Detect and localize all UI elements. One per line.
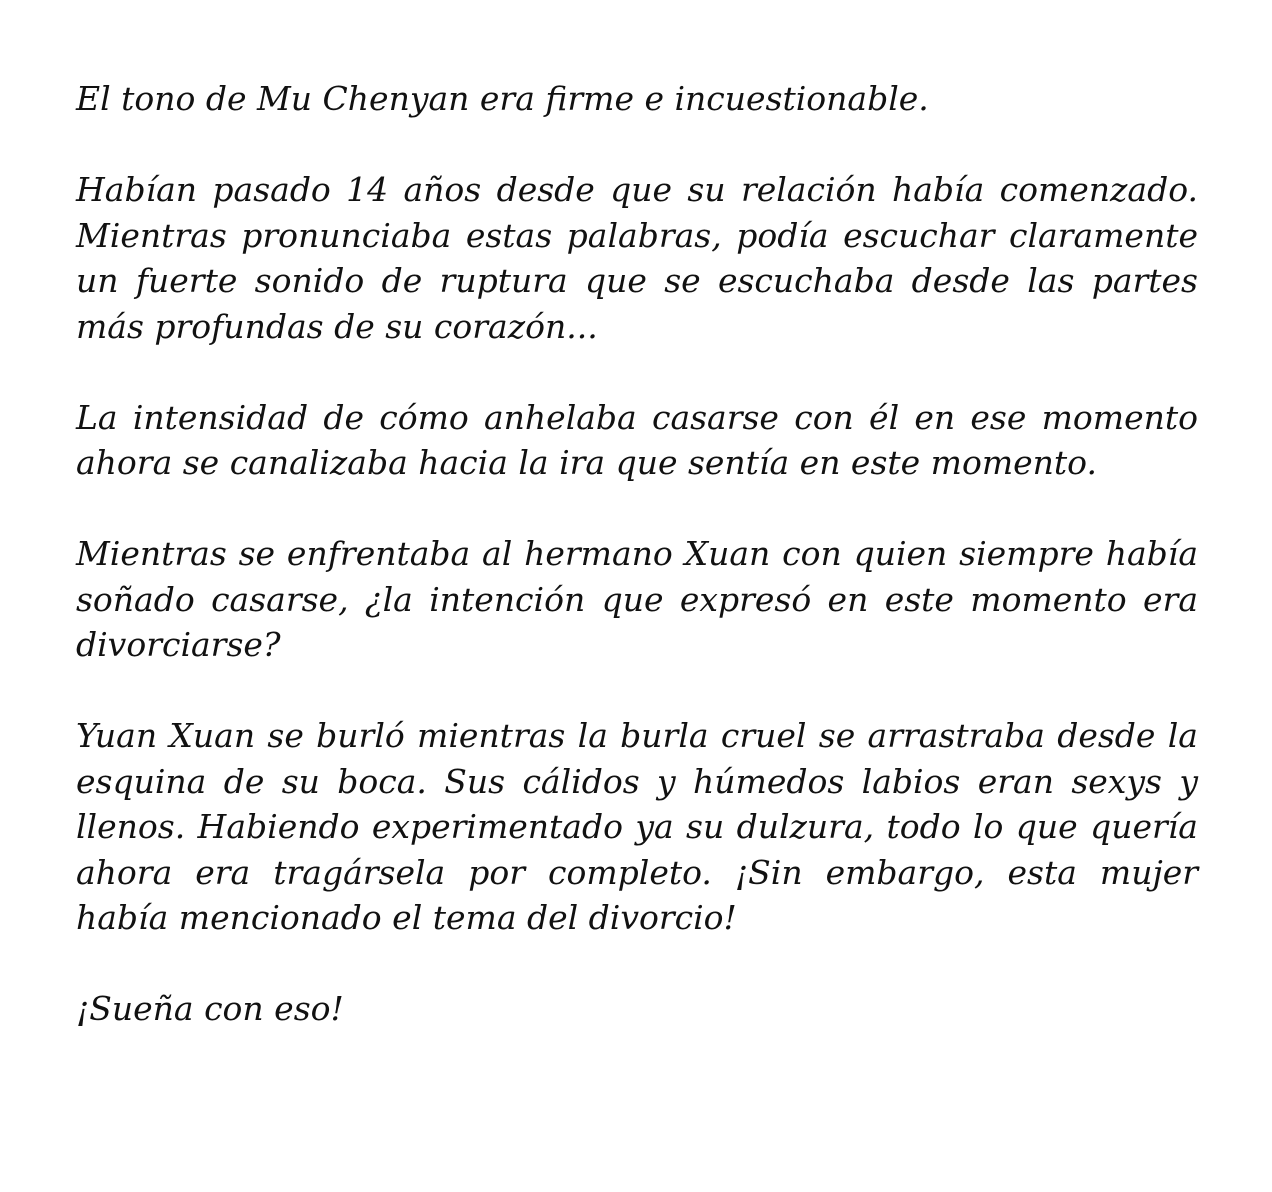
paragraph-4: Mientras se enfrentaba al hermano Xuan con quien siempre había soñado casarse, ¿la intención que expresó en este momento era divorciarse? <box>76 534 1198 664</box>
paragraph-3: La intensidad de cómo anhelaba casarse con él en ese momento ahora se canalizaba hacia la ira que sentía en este momento. <box>76 397 1198 482</box>
document-page <box>76 76 1198 1032</box>
paragraph-2: Habían pasado 14 años desde que su relación había comenzado. Mientras pronunciaba estas palabras, podía escuchar claramente un fuerte sonido de ruptura que se escuchaba desde las partes más profundas de su corazón... <box>76 170 1198 346</box>
paragraph-5: Yuan Xuan se burló mientras la burla cruel se arrastraba desde la esquina de su boca. Sus cálidos y húmedos labios eran sexys y llenos. Habiendo experimentado ya su dulzura, todo lo que quería ahora era tragársela por completo. ¡Sin embargo, esta mujer había mencionado el tema del divorcio! <box>76 716 1198 937</box>
paragraph-1: El tono de Mu Chenyan era firme e incuestionable. <box>76 79 929 118</box>
paragraph-6: ¡Sueña con eso! <box>76 989 344 1028</box>
